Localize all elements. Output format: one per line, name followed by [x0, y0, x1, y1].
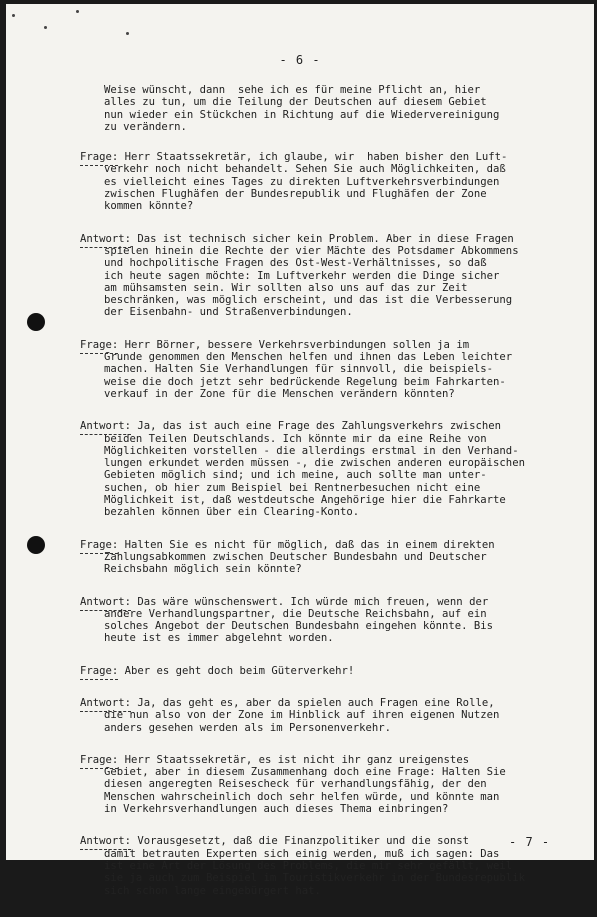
text-line: alles zu tun, um die Teilung der Deutschen auf diesem Gebiet	[104, 96, 487, 109]
text-line	[80, 539, 580, 551]
speaker-label: Frage:	[80, 338, 119, 351]
speaker-label: Antwort:	[80, 696, 132, 709]
text-line	[80, 754, 580, 766]
text-line: andere Verhandlungspartner, die Deutsche Reichsbahn, auf ein	[104, 607, 487, 620]
text-line: verkauf in der Zone für die Menschen verändern könnten?	[104, 387, 455, 400]
text-line	[80, 151, 580, 163]
text-line: ich heute sagen möchte: Im Luftverkehr werden die Dinge sicher	[104, 269, 500, 282]
page-number-bottom: - 7 -	[509, 835, 551, 849]
text-line: am mühsamsten sein. Wir sollten also uns auf das zur Zeit	[104, 281, 468, 294]
scan-speck	[44, 26, 47, 29]
text-line: Gebieten möglich sind; und ich meine, auch sollte man unter-	[104, 469, 487, 482]
speaker-label: Antwort:	[80, 420, 132, 433]
text-line: sie ja auch zum Beispiel im Touristikverkehr in der Bundesrepublik	[104, 872, 525, 885]
text-line: damit betrauten Experten sich einig werden, muß ich sagen: Das	[104, 847, 500, 860]
line-text: Herr Staatssekretär, es ist nicht ihr ganz ureigenstes	[118, 753, 470, 766]
text-line: und hochpolitische Fragen des Ost-West-Verhältnisses, so daß	[104, 257, 487, 270]
line-text: Ja, das geht es, aber da spielen auch Fragen eine Rolle,	[131, 696, 495, 709]
speaker-label: Frage:	[80, 753, 119, 766]
text-line: Reichsbahn möglich sein könnte?	[104, 563, 302, 576]
text-line	[80, 420, 580, 432]
text-line: sich schon lange eingebürgert hat.	[104, 884, 321, 897]
punch-hole	[27, 313, 45, 331]
text-line: suchen, ob hier zum Beispiel bei Rentnerbesuchen nicht eine	[104, 481, 481, 494]
text-line: Grunde genommen den Menschen helfen und ihnen das Leben leichter	[104, 351, 513, 364]
scan-speck	[126, 32, 129, 35]
text-line: verkehr noch nicht behandelt. Sehen Sie auch Möglichkeiten, daß	[104, 163, 506, 176]
text-line: Gebiet, aber in diesem Zusammenhang doch eine Frage: Halten Sie	[104, 766, 506, 779]
text-line: in Verkehrsverhandlungen auch dieses Thema einbringen?	[104, 803, 449, 816]
text-line: Weise wünscht, dann sehe ich es für meine Pflicht an, hier	[104, 84, 481, 96]
text-line: kommen könnte?	[104, 200, 194, 213]
speaker-label: Frage:	[80, 151, 119, 164]
text-line: Möglichkeit ist, daß westdeutsche Angehörige hier die Fahrkarte	[104, 494, 506, 507]
interview-blocks	[80, 151, 580, 897]
text-line: zu verändern.	[104, 120, 187, 133]
text-line: lungen erkundet werden müssen -, die zwischen anderen europäischen	[104, 457, 525, 470]
text-line	[80, 233, 580, 245]
text-line: bezahlen können über ein Clearing-Konto.	[104, 506, 360, 519]
document-body	[80, 84, 580, 917]
text-line	[80, 339, 580, 351]
text-line	[80, 596, 580, 608]
answer-paragraph	[80, 233, 580, 319]
punch-hole	[27, 536, 45, 554]
line-text: Das wäre wünschenswert. Ich würde mich freuen, wenn der	[131, 595, 489, 608]
text-line: Zahlungsabkommen zwischen Deutscher Bundesbahn und Deutscher	[104, 550, 487, 563]
line-text: Herr Börner, bessere Verkehrsverbindungen sollen ja im	[118, 338, 470, 351]
speaker-label: Antwort:	[80, 835, 132, 848]
line-text: Ja, das ist auch eine Frage des Zahlungsverkehrs zwischen	[131, 420, 501, 433]
text-line: anders gesehen werden als im Personenverkehr.	[104, 721, 392, 734]
text-line: solches Angebot der Deutschen Bundesbahn eingehen könnte. Bis	[104, 620, 494, 633]
answer-paragraph	[80, 697, 580, 734]
scan-speck	[12, 14, 15, 17]
text-line: zwischen Flughäfen der Bundesrepublik und Flughäfen der Zone	[104, 188, 487, 201]
text-line	[80, 835, 580, 847]
question-paragraph	[80, 665, 580, 677]
line-text: Halten Sie es nicht für möglich, daß das in einem direkten	[118, 538, 495, 551]
text-line	[80, 697, 580, 709]
text-line: weise die doch jetzt sehr bedrückende Regelung beim Fahrkarten-	[104, 375, 506, 388]
text-line: Menschen wahrscheinlich doch sehr helfen würde, und könnte man	[104, 790, 500, 803]
speaker-label: Frage:	[80, 664, 119, 677]
speaker-label: Frage:	[80, 538, 119, 551]
question-paragraph	[80, 754, 580, 815]
text-line: beiden Teilen Deutschlands. Ich könnte mir da eine Reihe von	[104, 432, 487, 445]
line-text: Herr Staatssekretär, ich glaube, wir haben bisher den Luft-	[118, 151, 508, 164]
text-line: heute ist es immer abgelehnt worden.	[104, 632, 334, 645]
answer-paragraph	[80, 420, 580, 518]
text-line: es vielleicht eines Tages zu direkten Luftverkehrsverbindungen	[104, 175, 500, 188]
text-line: spielen hinein die Rechte der vier Mächte des Potsdamer Abkommens	[104, 244, 519, 257]
page-number-top: - 6 -	[279, 53, 321, 67]
speaker-label: Antwort:	[80, 595, 132, 608]
line-text: Aber es geht doch beim Güterverkehr!	[118, 664, 355, 677]
answer-paragraph	[80, 835, 580, 896]
text-line: beschränken, was möglich erscheint, und das ist die Verbesserung	[104, 294, 513, 307]
line-text: Das ist technisch sicher kein Problem. Aber in diese Fragen	[131, 232, 514, 245]
speaker-label: Antwort:	[80, 232, 132, 245]
question-paragraph	[80, 151, 580, 212]
text-line: diesen angeregten Reisescheck für verhandlungsfähig, der den	[104, 778, 487, 791]
line-text: Vorausgesetzt, daß die Finanzpolitiker und die sonst	[131, 835, 470, 848]
text-line: machen. Halten Sie Verhandlungen für sinnvoll, die beispiels-	[104, 363, 494, 376]
question-paragraph	[80, 539, 580, 576]
text-line: Möglichkeiten vorstellen - die allerdings erstmal in den Verhand-	[104, 444, 519, 457]
question-paragraph	[80, 339, 580, 400]
text-line: der Eisenbahn- und Straßenverbindungen.	[104, 306, 353, 319]
text-line: nun wieder ein Stückchen in Richtung auf die Wiedervereinigung	[104, 108, 500, 121]
document-page	[6, 4, 594, 897]
text-line	[80, 665, 580, 677]
intro-paragraph	[80, 84, 580, 133]
text-line: ist eine Art der Lösung des Problems, die mir sehr gefällt, weil	[104, 859, 513, 872]
text-line: die nun also von der Zone im Hinblick auf ihren eigenen Nutzen	[104, 709, 500, 722]
scan-speck	[76, 10, 79, 13]
answer-paragraph	[80, 596, 580, 645]
